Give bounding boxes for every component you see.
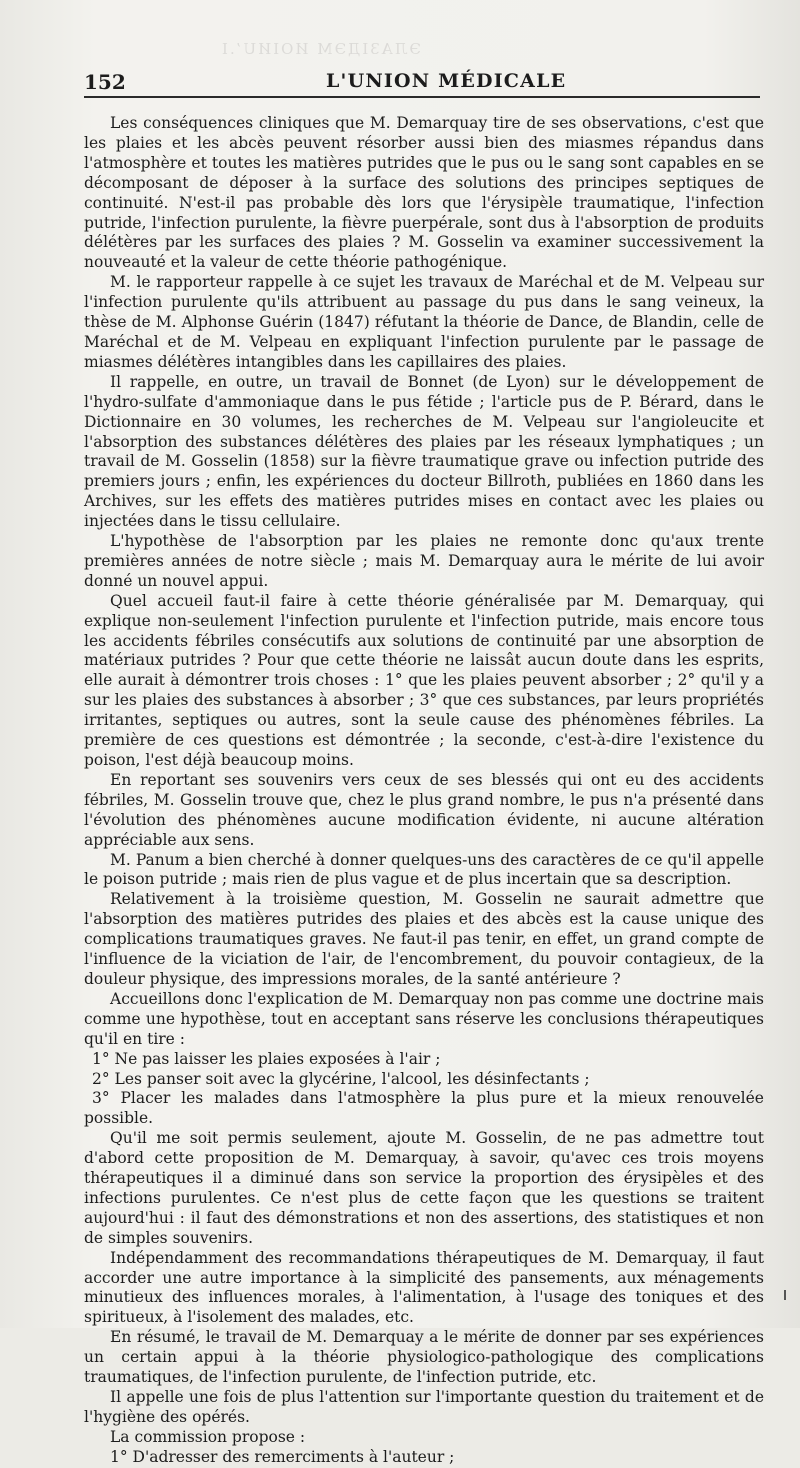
header-rule	[84, 96, 760, 98]
paragraph: M. le rapporteur rappelle à ce sujet les travaux de Maréchal et de M. Velpeau sur l'infection purulente qu'ils attribuent au passage du pus dans le sang veineux, la thèse de M. Alphonse Guérin (1847) réfutant la théorie de Dance, de Blandin, celle de Maréchal et de M. Velpeau en expliquant l'infection purulente par le passage de miasmes délétères intangibles dans les capillaires des plaies.	[84, 273, 764, 371]
paragraph: Qu'il me soit permis seulement, ajoute M. Gosselin, de ne pas admettre tout d'abord cette proposition de M. Demarquay, à savoir, qu'avec ces trois moyens thérapeutiques il a diminué dans son service la proportion des érysipèles et des infections purulentes. Ce n'est plus de cette façon que les questions se traitent aujourd'hui : il faut des démonstrations et non des assertions, des statistiques et non de simples souvenirs.	[84, 1129, 764, 1247]
paragraph: Les conséquences cliniques que M. Demarquay tire de ses observations, c'est que les plaies et les abcès peuvent résorber aussi bien des miasmes répandus dans l'atmosphère et toutes les matières putrides que le pus ou le sang sont capables en se décomposant de déposer à la surface des solutions des principes septiques de continuité. N'est-il pas probable dès lors que l'érysipèle traumatique, l'infection putride, l'infection purulente, la fièvre puerpérale, sont dus à l'absorption de produits délétères par les surfaces des plaies ? M. Gosselin va examiner successivement la nouveauté et la valeur de cette théorie pathogénique.	[84, 114, 764, 272]
list-item: 1° Ne pas laisser les plaies exposées à l'air ;	[92, 1049, 441, 1068]
running-head	[84, 70, 764, 94]
paragraph: L'hypothèse de l'absorption par les plaies ne remonte donc qu'aux trente premières années de notre siècle ; mais M. Demarquay aura le mérite de lui avoir donné un nouvel appui.	[84, 532, 764, 590]
commission-intro: La commission propose :	[110, 1427, 306, 1446]
paragraph: M. Panum a bien cherché à donner quelques-uns des caractères de ce qu'il appelle le poison putride ; mais rien de plus vague et de plus incertain que sa description.	[84, 850, 764, 889]
list-item: 2° Les panser soit avec la glycérine, l'alcool, les désinfectants ;	[92, 1069, 590, 1088]
paragraph: Accueillons donc l'explication de M. Demarquay non pas comme une doctrine mais comme une hypothèse, tout en acceptant sans réserve les conclusions thérapeutiques qu'il en tire :	[84, 989, 764, 1048]
journal-title: L'UNION MÉDICALE	[326, 70, 567, 92]
list-item: 3° Placer les malades dans l'atmosphère la plus pure et la mieux renouvelée possible.	[84, 1089, 764, 1128]
paragraph: En résumé, le travail de M. Demarquay a le mérite de donner par ses expériences un certain appui à la théorie physiologico-pathologique des complications traumatiques, de l'infection purulente, de l'infection putride, etc.	[84, 1328, 764, 1387]
paragraph: Il rappelle, en outre, un travail de Bonnet (de Lyon) sur le développement de l'hydro-sulfate d'ammoniaque dans le pus fétide ; l'article pus de P. Bérard, dans le Dictionnaire en 30 volumes, les recherches de M. Velpeau sur l'angioleucite et l'absorption des substances délétères des plaies par les réseaux lymphatiques ; un travail de M. Gosselin (1858) sur la fièvre traumatique grave ou infection putride des premiers jours ; enfin, les expériences du docteur Billroth, publiées en 1860 dans les Archives, sur les effets des matières putrides mises en contact avec les plaies ou injectées dans le tissu cellulaire.	[84, 372, 764, 531]
commission-item: 1° D'adresser des remerciments à l'auteur ;	[110, 1447, 455, 1466]
paragraph: Relativement à la troisième question, M. Gosselin ne saurait admettre que l'absorption des matières putrides des plaies et des abcès est la cause unique des complications traumatiques graves. Ne faut-il pas tenir, en effet, un grand compte de l'influence de la viciation de l'air, de l'encombrement, du pouvoir contagieux, de la douleur physique, des impressions morales, de la santé antérieure ?	[84, 890, 764, 988]
paragraph: Indépendamment des recommandations thérapeutiques de M. Demarquay, il faut accorder une autre importance à la simplicité des pansements, aux ménagements minutieux des influences morales, à l'alimentation, à l'usage des toniques et des spiritueux, à l'isolement des malades, etc.	[84, 1248, 764, 1327]
paragraph: Quel accueil faut-il faire à cette théorie généralisée par M. Demarquay, qui explique non-seulement l'infection purulente et l'infection putride, mais encore tous les accidents fébriles consécutifs aux solutions de continuité par une absorption de matériaux putrides ? Pour que cette théorie ne laissât aucun doute dans les esprits, elle aurait à démontrer trois choses : 1° que les plaies peuvent absorber ; 2° qu'il y a sur les plaies des substances à absorber ; 3° que ces substances, par leurs propriétés irritantes, septiques ou autres, sont la seule cause des phénomènes fébriles. La première de ces questions est démontrée ; la seconde, c'est-à-dire l'existence du poison, l'est déjà beaucoup moins.	[84, 591, 764, 769]
margin-mark	[784, 1290, 786, 1300]
paragraph: Il appelle une fois de plus l'attention sur l'importante question du traitement et de l'hygiène des opérés.	[84, 1388, 764, 1426]
page-number: 152	[84, 70, 126, 94]
article-body	[84, 114, 764, 1468]
bleed-through-text: ЭЛАЗІДЭМ ИОІИUʼ.I	[220, 40, 421, 58]
paragraph: En reportant ses souvenirs vers ceux de ses blessés qui ont eu des accidents fébriles, M. Gosselin trouve que, chez le plus grand nombre, le pus n'a présenté dans l'évolution des phénomènes aucune modification évidente, ni aucune altération appréciable aux sens.	[84, 770, 764, 849]
